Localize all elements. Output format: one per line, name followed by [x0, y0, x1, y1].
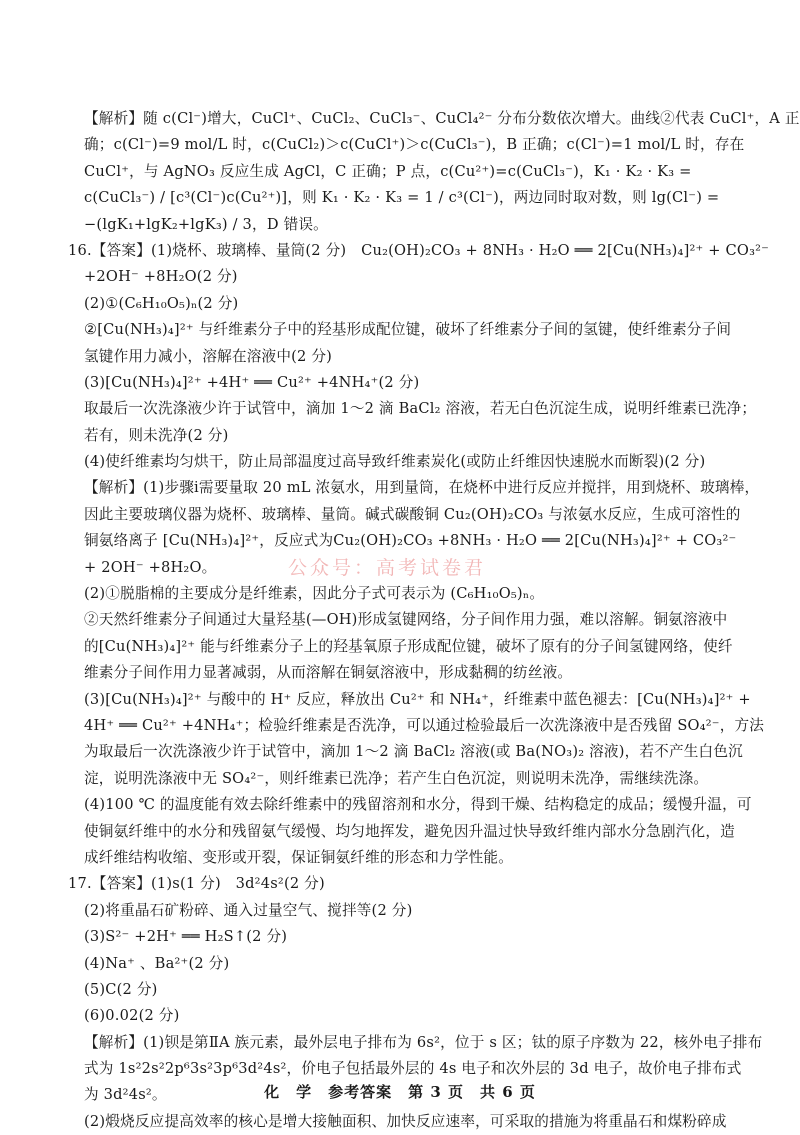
text-line: 因此主要玻璃仪器为烧杯、玻璃棒、量筒。碱式碳酸铜 Cu₂(OH)₂CO₃ 与浓氨水反应，生成可溶性的 — [84, 505, 741, 523]
text-line: 维素分子间作用力显著减弱，从而溶解在铜氨溶液中，形成黏稠的纺丝液。 — [84, 664, 573, 682]
text-line: 【解析】随 c(Cl⁻)增大，CuCl⁺、CuCl₂、CuCl₃⁻、CuCl₄²⁻ 分布分数依次增大。曲线②代表 CuCl⁺，A 正 — [84, 110, 800, 127]
text-line: 【解析】(1)钡是第ⅡA 族元素，最外层电子排布为 6s²，位于 s 区；钛的原子序数为 22，核外电子排布 — [84, 1033, 763, 1051]
text-line: 确；c(Cl⁻)=9 mol/L 时，c(CuCl₂)＞c(CuCl⁺)＞c(CuCl₃⁻)，B 正确；c(Cl⁻)=1 mol/L 时，存在 — [84, 136, 745, 154]
text-line: CuCl⁺，与 AgNO₃ 反应生成 AgCl，C 正确；P 点，c(Cu²⁺)=c(CuCl₃⁻)，K₁ · K₂ · K₃ = — [84, 162, 692, 180]
text-line: (2)①脱脂棉的主要成分是纤维素，因此分子式可表示为 (C₆H₁₀O₅)ₙ。 — [84, 585, 545, 603]
text-line: c(CuCl₃⁻) / [c³(Cl⁻)c(Cu²⁺)]，则 K₁ · K₂ · K₃ = 1 / c³(Cl⁻)，两边同时取对数，则 lg(Cl⁻) = — [84, 189, 720, 207]
text-line: 式为 1s²2s²2p⁶3s²3p⁶3d²4s²，价电子包括最外层的 4s 电子和次外层的 3d 电子，故价电子排布式 — [84, 1060, 742, 1078]
text-line: 为取最后一次洗涤液少许于试管中，滴加 1～2 滴 BaCl₂ 溶液(或 Ba(NO₃)₂ 溶液)，若不产生白色沉 — [84, 743, 743, 761]
text-line: + 2OH⁻ +8H₂O。 — [84, 558, 217, 576]
question-17-answer: 17.【答案】(1)s(1 分) 3d²4s²(2 分) — [68, 875, 325, 893]
text-line: (4)使纤维素均匀烘干，防止局部温度过高导致纤维素炭化(或防止纤维因快速脱水而断裂)(2 分) — [84, 453, 706, 471]
text-line: 若有，则未洗净(2 分) — [84, 426, 229, 444]
answer-content — [68, 106, 800, 1135]
text-line: 铜氨络离子 [Cu(NH₃)₄]²⁺，反应式为Cu₂(OH)₂CO₃ +8NH₃ · H₂O ══ 2[Cu(NH₃)₄]²⁺ + CO₃²⁻ — [84, 532, 737, 550]
text-line: 淀，说明洗涤液中无 SO₄²⁻，则纤维素已洗净；若产生白色沉淀，则说明未洗净，需继续洗涤。 — [84, 769, 709, 787]
text-line: (5)C(2 分) — [84, 980, 158, 998]
question-16-answer: 16.【答案】(1)烧杯、玻璃棒、量筒(2 分) Cu₂(OH)₂CO₃ + 8NH₃ · H₂O ══ 2[Cu(NH₃)₄]²⁺ + CO₃²⁻ — [68, 241, 770, 259]
text-line: 使铜氨纤维中的水分和残留氨气缓慢、均匀地挥发，避免因升温过快导致纤维内部水分急剧汽化，造 — [84, 822, 735, 840]
text-line: 成纤维结构收缩、变形或开裂，保证铜氨纤维的形态和力学性能。 — [84, 848, 514, 866]
text-line: (2)①(C₆H₁₀O₅)ₙ(2 分) — [84, 294, 239, 312]
text-line: (6)0.02(2 分) — [84, 1007, 180, 1025]
text-line: 的[Cu(NH₃)₄]²⁺ 能与纤维素分子上的羟基氧原子形成配位键，破坏了原有的分子间氢键网络，使纤 — [84, 637, 733, 655]
text-line: (4)Na⁺ 、Ba²⁺(2 分) — [84, 954, 230, 972]
text-line: 为 3d²4s²。 — [84, 1086, 167, 1104]
text-line: (2)煅烧反应提高效率的核心是增大接触面积、加快反应速率，可采取的措施为将重晶石和煤粉碎成 — [84, 1112, 727, 1130]
watermark: 公众号：高考试卷君 — [288, 557, 487, 579]
text-line: 4H⁺ ══ Cu²⁺ +4NH₄⁺；检验纤维素是否洗净，可以通过检验最后一次洗涤液中是否残留 SO₄²⁻，方法 — [84, 716, 765, 734]
text-line: 取最后一次洗涤液少许于试管中，滴加 1～2 滴 BaCl₂ 溶液，若无白色沉淀生成，说明纤维素已洗净； — [84, 400, 757, 418]
text-line: ②天然纤维素分子间通过大量羟基(—OH)形成氢键网络，分子间作用力强，难以溶解。铜氨溶液中 — [84, 611, 728, 629]
text-line: (3)[Cu(NH₃)₄]²⁺ +4H⁺ ══ Cu²⁺ +4NH₄⁺(2 分) — [84, 373, 420, 391]
text-line: 氢键作用力减小，溶解在溶液中(2 分) — [84, 347, 333, 365]
text-line: (2)将重晶石矿粉碎、通入过量空气、搅拌等(2 分) — [84, 901, 413, 919]
text-line: (3)[Cu(NH₃)₄]²⁺ 与酸中的 H⁺ 反应，释放出 Cu²⁺ 和 NH₄⁺，纤维素中蓝色褪去：[Cu(NH₃)₄]²⁺ + — [84, 690, 751, 708]
text-line: 【解析】(1)步骤ⅰ需要量取 20 mL 浓氨水，用到量筒，在烧杯中进行反应并搅拌，用到烧杯、玻璃棒， — [84, 479, 760, 497]
page-footer: 化 学 参考答案 第 3 页 共 6 页 — [264, 1083, 536, 1101]
text-line: +2OH⁻ +8H₂O(2 分) — [84, 268, 238, 286]
text-line: ②[Cu(NH₃)₄]²⁺ 与纤维素分子中的羟基形成配位键，破坏了纤维素分子间的氢键，使纤维素分子间 — [84, 321, 732, 339]
text-line: (3)S²⁻ +2H⁺ ══ H₂S↑(2 分) — [84, 928, 288, 946]
text-line: (4)100 ℃ 的温度能有效去除纤维素中的残留溶剂和水分，得到干燥、结构稳定的成品；缓慢升温，可 — [84, 796, 752, 814]
text-line: −(lgK₁+lgK₂+lgK₃) / 3，D 错误。 — [84, 215, 328, 233]
